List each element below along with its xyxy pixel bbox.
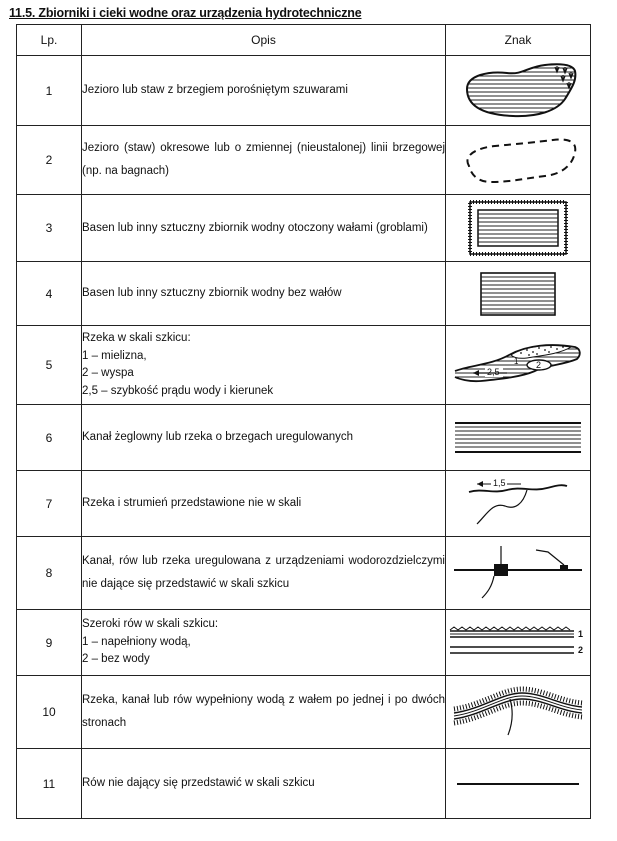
table-row bbox=[17, 610, 591, 676]
row-description: Basen lub inny sztuczny zbiornik wodny bez wałów bbox=[82, 262, 446, 326]
description-line: 2,5 – szybkość prądu wody i kierunek bbox=[82, 384, 274, 397]
row-number: 4 bbox=[17, 262, 82, 326]
sluice-symbol bbox=[446, 537, 591, 610]
row-description: Rzeka, kanał lub rów wypełniony wodą z wałem po jednej i po dwóch stronach bbox=[82, 676, 446, 749]
section-title: 11.5. Zbiorniki i cieki wodne oraz urządzenia hydrotechniczne bbox=[9, 6, 362, 20]
filled-label: 1 bbox=[578, 628, 584, 639]
table-row bbox=[17, 537, 591, 610]
regulated-canal-symbol bbox=[446, 405, 591, 471]
seasonal-lake-symbol bbox=[446, 126, 591, 195]
row-number: 7 bbox=[17, 471, 82, 537]
row-number: 2 bbox=[17, 126, 82, 195]
legend-table bbox=[16, 24, 591, 819]
description-line: 1 – napełniony wodą, bbox=[82, 635, 191, 648]
table-row bbox=[17, 749, 591, 819]
embanked-river-symbol bbox=[446, 676, 591, 749]
row-number: 9 bbox=[17, 610, 82, 676]
header-opis: Opis bbox=[82, 25, 446, 56]
table-row bbox=[17, 326, 591, 405]
row-description: Rów nie dający się przedstawić w skali szkicu bbox=[82, 749, 446, 819]
speed-label: 1,5 bbox=[493, 477, 506, 488]
table-row bbox=[17, 56, 591, 126]
description-line: 1 – mielizna, bbox=[82, 349, 147, 362]
description-line: Rzeka w skali szkicu: bbox=[82, 332, 191, 344]
row-number: 10 bbox=[17, 676, 82, 749]
row-description: Jezioro lub staw z brzegiem porośniętym szuwarami bbox=[82, 56, 446, 126]
table-row bbox=[17, 405, 591, 471]
row-description: Basen lub inny sztuczny zbiornik wodny otoczony wałami (groblami) bbox=[82, 195, 446, 262]
header-znak: Znak bbox=[446, 25, 591, 56]
row-description bbox=[82, 326, 446, 405]
row-description: Kanał, rów lub rzeka uregulowana z urządzeniami wodorozdzielczymi nie dające się przedstawić w skali szkicu bbox=[82, 537, 446, 610]
table-row bbox=[17, 262, 591, 326]
header-lp: Lp. bbox=[17, 25, 82, 56]
description-line: 2 – wyspa bbox=[82, 367, 134, 379]
speed-label: 2,5 bbox=[487, 367, 500, 377]
dry-label: 2 bbox=[578, 644, 584, 655]
row-number: 1 bbox=[17, 56, 82, 126]
stream-symbol bbox=[446, 471, 591, 537]
table-row bbox=[17, 676, 591, 749]
row-number: 11 bbox=[17, 749, 82, 819]
table-row bbox=[17, 471, 591, 537]
row-number: 3 bbox=[17, 195, 82, 262]
row-number: 5 bbox=[17, 326, 82, 405]
river-to-scale-symbol bbox=[446, 326, 591, 405]
row-description: Kanał żeglowny lub rzeka o brzegach uregulowanych bbox=[82, 405, 446, 471]
basin-symbol bbox=[446, 262, 591, 326]
lake-with-reeds-symbol bbox=[446, 56, 591, 126]
row-number: 8 bbox=[17, 537, 82, 610]
wide-ditch-symbol bbox=[446, 610, 591, 676]
embanked-basin-symbol bbox=[446, 195, 591, 262]
table-row bbox=[17, 195, 591, 262]
ditch-symbol bbox=[446, 749, 591, 819]
row-description bbox=[82, 610, 446, 676]
row-description: Rzeka i strumień przedstawione nie w skali bbox=[82, 471, 446, 537]
description-line: Szeroki rów w skali szkicu: bbox=[82, 618, 219, 631]
table-row bbox=[17, 126, 591, 195]
header-row bbox=[17, 25, 591, 56]
description-line: 2 – bez wody bbox=[82, 653, 150, 666]
row-description: Jezioro (staw) okresowe lub o zmiennej (nieustalonej) linii brzegowej (np. na bagnach) bbox=[82, 126, 446, 195]
row-number: 6 bbox=[17, 405, 82, 471]
island-label: 2 bbox=[536, 360, 542, 370]
shoal-label: 1 bbox=[514, 357, 519, 366]
